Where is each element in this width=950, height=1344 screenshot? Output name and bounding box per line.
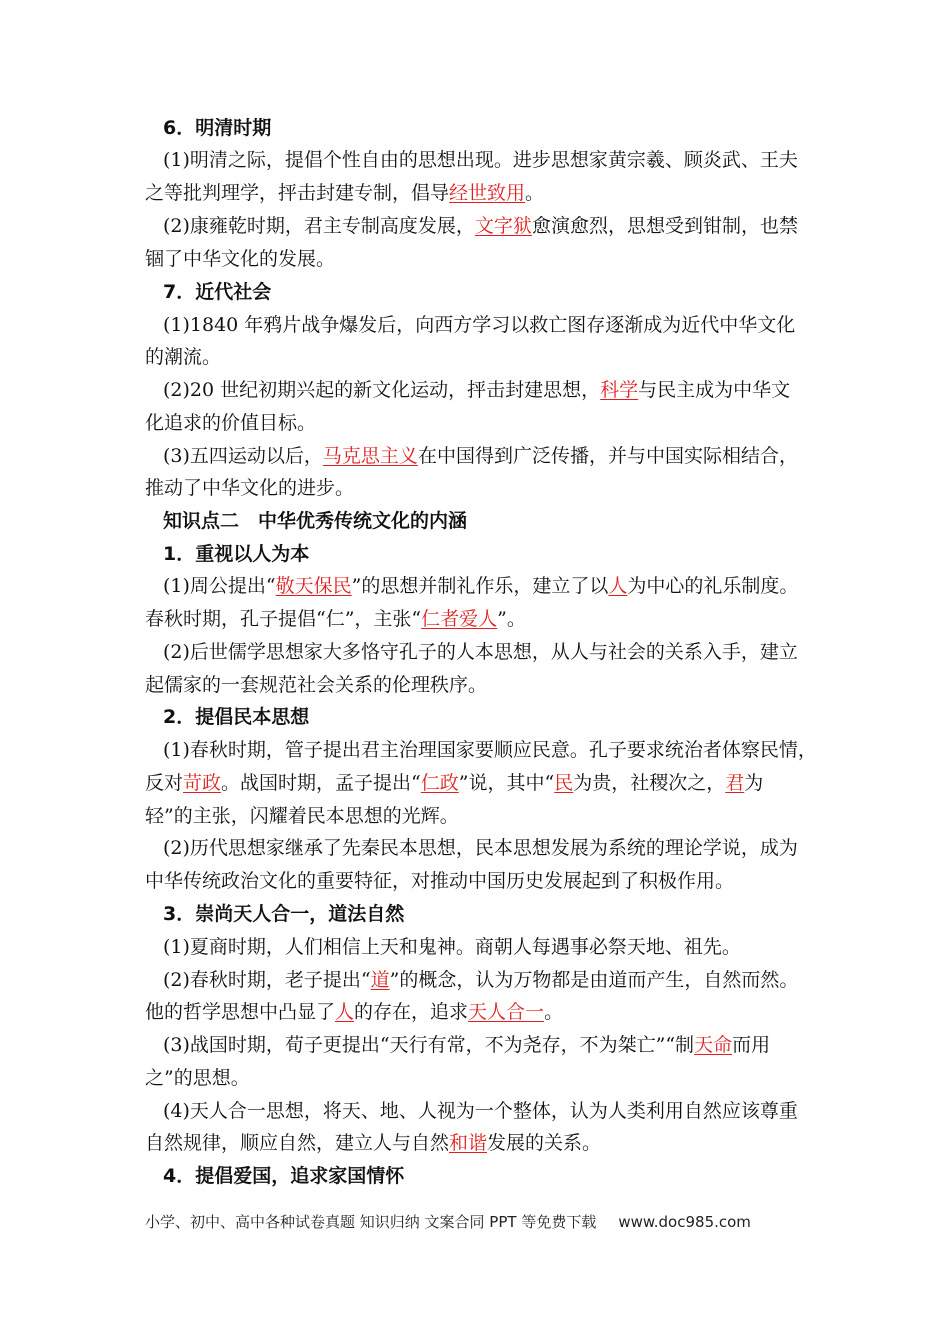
highlighted-keyword: 人: [608, 575, 628, 597]
paragraph-line: 的潮流。: [145, 346, 222, 368]
paragraph-line: [163, 440, 843, 473]
text-run: 为: [744, 772, 764, 794]
text-run: 为贵，社稷次之，: [573, 772, 726, 794]
highlighted-keyword: 天命: [694, 1034, 733, 1056]
paragraph-line: [163, 374, 843, 407]
highlighted-keyword: 文字狱: [474, 215, 532, 237]
text-run: 在中国得到广泛传播，并与中国实际相结合，: [417, 445, 798, 467]
highlighted-keyword: 马克思主义: [322, 445, 418, 467]
text-run: 之等批判理学，抨击封建专制，倡导: [145, 182, 450, 204]
paragraph-line: 推动了中华文化的进步。: [145, 477, 355, 499]
paragraph-line: (1)夏商时期，人们相信上天和鬼神。商朝人每遇事必祭天地、祖先。: [163, 936, 741, 958]
paragraph-line: [163, 570, 843, 603]
text-run: (2)康雍乾时期，君主专制高度发展，: [163, 215, 475, 237]
paragraph-line: 中华传统政治文化的重要特征，对推动中国历史发展起到了积极作用。: [145, 870, 735, 892]
paragraph-line: [163, 1029, 843, 1062]
text-run: 春秋时期，孔子提倡“仁”，主张“: [145, 608, 422, 630]
text-run: ”的概念，认为万物都是由道而产生，自然而然。: [389, 969, 799, 991]
highlighted-keyword: 天人合一: [468, 1001, 545, 1023]
footer-text: 小学、初中、高中各种试卷真题 知识归纳 文案合同 PPT 等免费下载: [145, 1213, 597, 1231]
text-run: ”的思想并制礼作乐，建立了以: [351, 575, 609, 597]
text-run: 。: [525, 182, 545, 204]
paragraph-line: 化追求的价值目标。: [145, 412, 317, 434]
text-run: 愈演愈烈，思想受到钳制，也禁: [531, 215, 798, 237]
paragraph-line: 锢了中华文化的发展。: [145, 248, 336, 270]
paragraph-line: (1)明清之际，提倡个性自由的思想出现。进步思想家黄宗羲、顾炎武、王夫: [163, 149, 798, 171]
page-footer: [145, 1210, 845, 1234]
text-run: (2)春秋时期，老子提出“: [163, 969, 371, 991]
text-run: 的存在，追求: [354, 1001, 469, 1023]
paragraph-line: (2)历代思想家继承了先秦民本思想，民本思想发展为系统的理论学说，成为: [163, 837, 798, 859]
text-run: 自然规律，顺应自然，建立人与自然: [145, 1132, 450, 1154]
highlighted-keyword: 道: [370, 969, 390, 991]
subsection-heading: 3．崇尚天人合一，道法自然: [163, 903, 405, 925]
footer-url-link[interactable]: www.doc985.com: [618, 1213, 751, 1231]
highlighted-keyword: 敬天保民: [275, 575, 352, 597]
knowledge-point-heading: 知识点二 中华优秀传统文化的内涵: [163, 510, 468, 532]
highlighted-keyword: 仁者爱人: [421, 608, 498, 630]
text-run: 而用: [732, 1034, 771, 1056]
highlighted-keyword: 和谐: [449, 1132, 488, 1154]
section-heading: 6．明清时期: [163, 117, 272, 139]
paragraph-line: [145, 177, 825, 210]
text-run: 与民主成为中华文: [638, 379, 791, 401]
subsection-heading: 1．重视以人为本: [163, 543, 310, 565]
highlighted-keyword: 民: [554, 772, 574, 794]
subsection-heading: 4．提倡爱国，追求家国情怀: [163, 1165, 405, 1187]
highlighted-keyword: 仁政: [420, 772, 459, 794]
paragraph-line: 轻”的主张，闪耀着民本思想的光辉。: [145, 805, 459, 827]
paragraph-line: [163, 964, 843, 997]
text-run: 为中心的礼乐制度。: [627, 575, 799, 597]
paragraph-line: [145, 767, 825, 800]
text-run: (2)20 世纪初期兴起的新文化运动，抨击封建思想，: [163, 379, 601, 401]
text-run: 发展的关系。: [487, 1132, 602, 1154]
text-run: ”。: [497, 608, 526, 630]
text-run: 反对: [145, 772, 184, 794]
paragraph-line: (2)后世儒学思想家大多恪守孔子的人本思想，从人与社会的关系入手，建立: [163, 641, 798, 663]
text-run: 他的哲学思想中凸显了: [145, 1001, 336, 1023]
text-run: ”说，其中“: [458, 772, 555, 794]
highlighted-keyword: 人: [335, 1001, 355, 1023]
text-run: (1)周公提出“: [163, 575, 276, 597]
paragraph-line: (1)1840 年鸦片战争爆发后，向西方学习以救亡图存逐渐成为近代中华文化: [163, 314, 796, 336]
paragraph-line: [145, 603, 825, 636]
paragraph-line: (1)春秋时期，管子提出君主治理国家要顺应民意。孔子要求统治者体察民情，: [163, 739, 817, 761]
paragraph-line: (4)天人合一思想，将天、地、人视为一个整体，认为人类利用自然应该尊重: [163, 1100, 798, 1122]
text-run: (3)五四运动以后，: [163, 445, 323, 467]
highlighted-keyword: 苛政: [183, 772, 222, 794]
paragraph-line: 之”的思想。: [145, 1067, 250, 1089]
text-run: 。战国时期，孟子提出“: [221, 772, 421, 794]
highlighted-keyword: 科学: [600, 379, 639, 401]
subsection-heading: 2．提倡民本思想: [163, 706, 310, 728]
paragraph-line: [163, 210, 843, 243]
paragraph-line: [145, 996, 825, 1029]
paragraph-line: 起儒家的一套规范社会关系的伦理秩序。: [145, 674, 488, 696]
section-heading: 7．近代社会: [163, 281, 272, 303]
text-run: 。: [544, 1001, 564, 1023]
paragraph-line: [145, 1127, 825, 1160]
highlighted-keyword: 经世致用: [449, 182, 526, 204]
highlighted-keyword: 君: [725, 772, 745, 794]
text-run: (3)战国时期，荀子更提出“天行有常，不为尧存，不为桀亡”“制: [163, 1034, 695, 1056]
